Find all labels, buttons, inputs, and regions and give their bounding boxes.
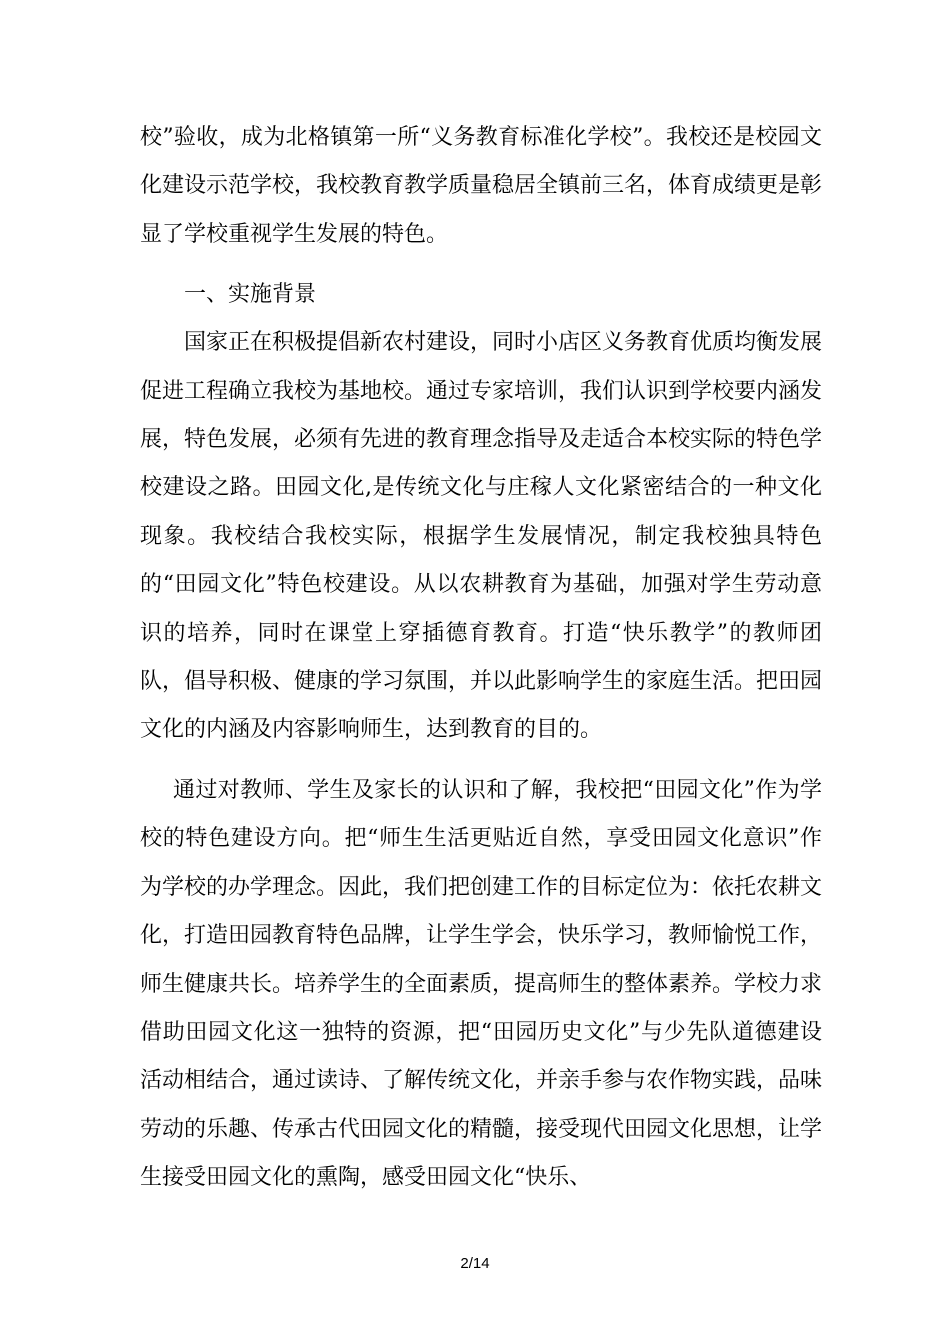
body-text bbox=[140, 114, 822, 1215]
paragraph-goals: 通过对教师、学生及家长的认识和了解，我校把“田园文化”作为学校的特色建设方向。把“师生生活更贴近自然，享受田园文化意识”作为学校的办学理念。因此，我们把创建工作的目标定位为：依托农耕文化，打造田园教育特色品牌，让学生学会，快乐学习，教师愉悦工作，师生健康共长。培养学生的全面素质，提高师生的整体素养。学校力求借助田园文化这一独特的资源，把“田园历史文化”与少先队道德建设活动相结合，通过读诗、了解传统文化，并亲手参与农作物实践，品味劳动的乐趣、传承古代田园文化的精髓，接受现代田园文化思想，让学生接受田园文化的熏陶，感受田园文化“快乐、 bbox=[140, 777, 823, 1191]
paragraph-background: 国家正在积极提倡新农村建设，同时小店区义务教育优质均衡发展促进工程确立我校为基地校。通过专家培训，我们认识到学校要内涵发展，特色发展，必须有先进的教育理念指导及走适合本校实际的特色学校建设之路。田园文化,是传统文化与庄稼人文化紧密结合的一种文化现象。我校结合我校实际，根据学生发展情况，制定我校独具特色的“田园文化”特色校建设。从以农耕教育为基础，加强对学生劳动意识的培养，同时在课堂上穿插德育教育。打造“快乐教学”的教师团队，倡导积极、健康的学习氛围，并以此影响学生的家庭生活。把田园文化的内涵及内容影响师生，达到教育的目的。 bbox=[140, 330, 823, 743]
section-heading: 一、实施背景 bbox=[184, 282, 317, 308]
paragraph-continuation: 校”验收，成为北格镇第一所“义务教育标准化学校”。我校还是校园文化建设示范学校，我校教育教学质量稳居全镇前三名，体育成绩更是彰显了学校重视学生发展的特色。 bbox=[140, 125, 823, 247]
page-number: 2/14 bbox=[460, 1255, 490, 1272]
